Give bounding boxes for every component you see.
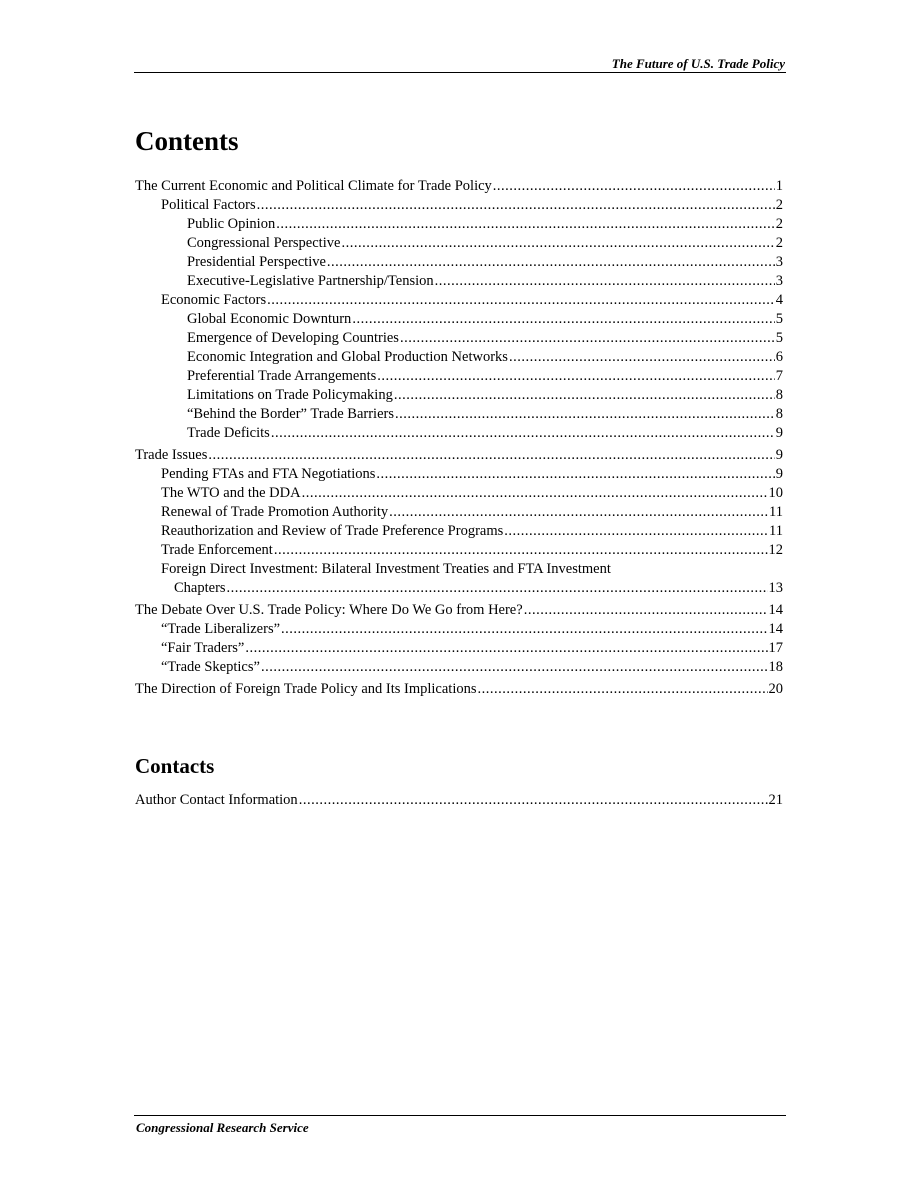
toc-entry[interactable] <box>135 541 783 560</box>
toc-page-number: 7 <box>775 368 783 384</box>
toc-leader-dots <box>341 234 774 253</box>
toc-page-number: 13 <box>768 580 783 596</box>
toc-entry-label: The WTO and the DDA <box>161 485 301 501</box>
toc-entry[interactable] <box>135 503 783 522</box>
toc-entry[interactable] <box>135 658 783 677</box>
toc-entry[interactable] <box>135 680 783 699</box>
toc-entry[interactable] <box>135 601 783 620</box>
running-header-title: The Future of U.S. Trade Policy <box>611 56 785 71</box>
contacts-toc <box>135 791 783 810</box>
toc-page-number: 3 <box>775 273 783 289</box>
toc-entry[interactable] <box>135 579 783 598</box>
toc-entry[interactable] <box>135 348 783 367</box>
toc-entry[interactable] <box>135 272 783 291</box>
toc-leader-dots <box>271 424 775 443</box>
toc-entry[interactable] <box>135 253 783 272</box>
toc-entry[interactable] <box>135 329 783 348</box>
toc-page-number: 3 <box>775 254 783 270</box>
toc-entry-label: Trade Deficits <box>187 425 270 441</box>
toc-entry[interactable] <box>135 310 783 329</box>
toc-entry[interactable] <box>135 465 783 484</box>
toc-entry[interactable] <box>135 620 783 639</box>
toc-leader-dots <box>208 446 774 465</box>
toc-page-number: 9 <box>775 466 783 482</box>
toc-entry-label: Global Economic Downturn <box>187 311 352 327</box>
toc-entry-label: Economic Integration and Global Production Networks <box>187 349 508 365</box>
toc-page-number: 2 <box>775 216 783 232</box>
toc-entry[interactable] <box>135 367 783 386</box>
contacts-heading: Contacts <box>135 754 215 778</box>
toc-leader-dots <box>261 658 768 677</box>
toc-entry-label: Presidential Perspective <box>187 254 326 270</box>
toc-leader-dots <box>376 465 774 484</box>
contents-heading: Contents <box>135 126 239 156</box>
toc-entry[interactable] <box>135 405 783 424</box>
toc-entry-label: Congressional Perspective <box>187 235 341 251</box>
toc-page-number: 9 <box>775 447 783 463</box>
footer-publisher: Congressional Research Service <box>136 1120 309 1135</box>
toc-leader-dots <box>524 601 768 620</box>
toc-page-number: 6 <box>775 349 783 365</box>
toc-entry-label: Pending FTAs and FTA Negotiations <box>161 466 376 482</box>
toc-entry[interactable] <box>135 386 783 405</box>
toc-leader-dots <box>509 348 775 367</box>
toc-entry[interactable] <box>135 234 783 253</box>
header-rule <box>134 72 786 73</box>
toc-entry-label: The Debate Over U.S. Trade Policy: Where Do We Go from Here? <box>135 602 523 618</box>
toc-page-number: 5 <box>775 311 783 327</box>
toc-leader-dots <box>478 680 768 699</box>
toc-entry-label: Political Factors <box>161 197 256 213</box>
toc-page-number: 8 <box>775 387 783 403</box>
toc-page-number: 11 <box>769 504 783 520</box>
toc-page-number: 9 <box>775 425 783 441</box>
contents-toc <box>135 177 783 699</box>
toc-page-number: 1 <box>775 178 783 194</box>
toc-entry-label: Executive-Legislative Partnership/Tension <box>187 273 434 289</box>
toc-entry-label: “Fair Traders” <box>161 640 245 656</box>
toc-entry-label: Foreign Direct Investment: Bilateral Investment Treaties and FTA Investment <box>161 561 611 577</box>
toc-page-number: 14 <box>768 621 783 637</box>
toc-leader-dots <box>299 791 768 810</box>
toc-leader-dots <box>227 579 768 598</box>
toc-entry-label: “Trade Skeptics” <box>161 659 260 675</box>
toc-entry[interactable] <box>135 484 783 503</box>
toc-entry-wrapped-line[interactable] <box>135 560 783 579</box>
toc-leader-dots <box>377 367 774 386</box>
toc-leader-dots <box>276 215 775 234</box>
toc-entry-label: The Current Economic and Political Climate for Trade Policy <box>135 178 492 194</box>
toc-entry-label: “Trade Liberalizers” <box>161 621 281 637</box>
toc-page-number: 20 <box>768 681 783 697</box>
toc-page-number: 2 <box>775 197 783 213</box>
toc-page-number: 21 <box>768 792 783 808</box>
toc-page-number: 18 <box>768 659 783 675</box>
toc-entry-label: Author Contact Information <box>135 792 298 808</box>
toc-leader-dots <box>400 329 775 348</box>
toc-page-number: 8 <box>775 406 783 422</box>
toc-page-number: 14 <box>768 602 783 618</box>
toc-entry-label: Preferential Trade Arrangements <box>187 368 377 384</box>
toc-page-number: 12 <box>768 542 783 558</box>
toc-entry[interactable] <box>135 215 783 234</box>
toc-leader-dots <box>394 386 775 405</box>
toc-leader-dots <box>504 522 768 541</box>
toc-entry[interactable] <box>135 291 783 310</box>
toc-entry[interactable] <box>135 196 783 215</box>
toc-entry-label: Public Opinion <box>187 216 276 232</box>
toc-page-number: 10 <box>768 485 783 501</box>
toc-leader-dots <box>245 639 767 658</box>
toc-page-number: 2 <box>775 235 783 251</box>
toc-entry[interactable] <box>135 424 783 443</box>
toc-entry[interactable] <box>135 177 783 196</box>
toc-entry-label: Reauthorization and Review of Trade Preference Programs <box>161 523 504 539</box>
toc-leader-dots <box>395 405 775 424</box>
footer-rule <box>134 1115 786 1116</box>
toc-entry-label: The Direction of Foreign Trade Policy and Its Implications <box>135 681 477 697</box>
toc-entry[interactable] <box>135 791 783 810</box>
toc-entry-label: Trade Enforcement <box>161 542 273 558</box>
toc-page-number: 5 <box>775 330 783 346</box>
toc-leader-dots <box>257 196 775 215</box>
toc-leader-dots <box>352 310 774 329</box>
toc-entry[interactable] <box>135 446 783 465</box>
toc-entry-label: Limitations on Trade Policymaking <box>187 387 393 403</box>
toc-entry-label: Emergence of Developing Countries <box>187 330 399 346</box>
toc-entry[interactable] <box>135 639 783 658</box>
toc-page-number: 11 <box>769 523 783 539</box>
toc-leader-dots <box>281 620 767 639</box>
toc-leader-dots <box>493 177 775 196</box>
toc-entry-label-continued: Chapters <box>174 580 226 596</box>
toc-leader-dots <box>435 272 775 291</box>
toc-leader-dots <box>389 503 768 522</box>
toc-page-number: 17 <box>768 640 783 656</box>
toc-entry[interactable] <box>135 522 783 541</box>
toc-leader-dots <box>274 541 768 560</box>
toc-entry-label: Economic Factors <box>161 292 267 308</box>
toc-entry-label: Trade Issues <box>135 447 208 463</box>
toc-leader-dots <box>267 291 775 310</box>
toc-leader-dots <box>327 253 775 272</box>
toc-entry-label: Renewal of Trade Promotion Authority <box>161 504 389 520</box>
toc-entry-label: “Behind the Border” Trade Barriers <box>187 406 394 422</box>
toc-leader-dots <box>302 484 768 503</box>
toc-page-number: 4 <box>775 292 783 308</box>
